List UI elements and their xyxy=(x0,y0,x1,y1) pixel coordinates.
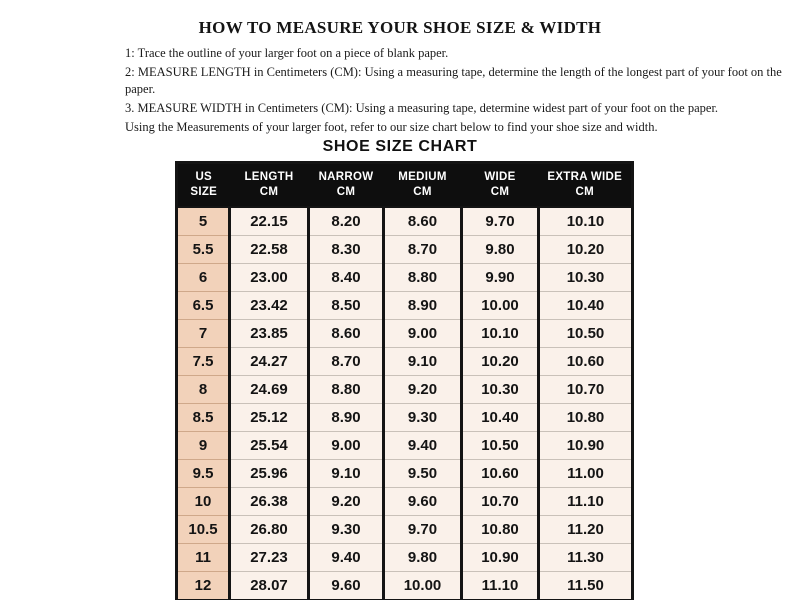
column-header-extra-wide-cm: EXTRA WIDE CM xyxy=(539,163,633,207)
size-cell: 7.5 xyxy=(177,347,230,375)
value-cell-narrow-cm: 9.10 xyxy=(309,459,384,487)
value-cell-extra-wide-cm: 10.50 xyxy=(539,319,633,347)
value-cell-narrow-cm: 9.60 xyxy=(309,571,384,600)
value-cell-length-cm: 23.42 xyxy=(230,291,309,319)
page-title: HOW TO MEASURE YOUR SHOE SIZE & WIDTH xyxy=(198,18,602,37)
value-cell-extra-wide-cm: 10.40 xyxy=(539,291,633,319)
value-cell-extra-wide-cm: 10.70 xyxy=(539,375,633,403)
value-cell-extra-wide-cm: 10.80 xyxy=(539,403,633,431)
measuring-instructions xyxy=(125,45,787,136)
value-cell-length-cm: 26.38 xyxy=(230,487,309,515)
shoe-size-table xyxy=(175,161,634,600)
value-cell-medium-cm: 8.70 xyxy=(384,235,462,263)
value-cell-wide-cm: 10.00 xyxy=(462,291,539,319)
table-row-size-5.5 xyxy=(177,235,633,263)
table-row-size-11 xyxy=(177,543,633,571)
value-cell-medium-cm: 9.30 xyxy=(384,403,462,431)
column-header-narrow-cm: NARROW CM xyxy=(309,163,384,207)
size-cell: 10.5 xyxy=(177,515,230,543)
header-row xyxy=(177,163,633,207)
table-row-size-7.5 xyxy=(177,347,633,375)
value-cell-wide-cm: 10.10 xyxy=(462,319,539,347)
value-cell-wide-cm: 9.80 xyxy=(462,235,539,263)
table-row-size-10.5 xyxy=(177,515,633,543)
value-cell-medium-cm: 9.60 xyxy=(384,487,462,515)
value-cell-length-cm: 25.54 xyxy=(230,431,309,459)
value-cell-length-cm: 25.12 xyxy=(230,403,309,431)
value-cell-medium-cm: 9.40 xyxy=(384,431,462,459)
column-header-medium-cm: MEDIUM CM xyxy=(384,163,462,207)
value-cell-extra-wide-cm: 11.50 xyxy=(539,571,633,600)
value-cell-narrow-cm: 9.00 xyxy=(309,431,384,459)
value-cell-narrow-cm: 9.30 xyxy=(309,515,384,543)
table-row-size-9 xyxy=(177,431,633,459)
chart-title: SHOE SIZE CHART xyxy=(322,138,478,155)
value-cell-extra-wide-cm: 10.30 xyxy=(539,263,633,291)
value-cell-length-cm: 23.00 xyxy=(230,263,309,291)
value-cell-narrow-cm: 8.20 xyxy=(309,207,384,236)
value-cell-length-cm: 25.96 xyxy=(230,459,309,487)
value-cell-extra-wide-cm: 10.90 xyxy=(539,431,633,459)
value-cell-narrow-cm: 8.40 xyxy=(309,263,384,291)
size-cell: 9.5 xyxy=(177,459,230,487)
size-cell: 5.5 xyxy=(177,235,230,263)
column-header-us-size: US SIZE xyxy=(177,163,230,207)
value-cell-narrow-cm: 8.90 xyxy=(309,403,384,431)
value-cell-narrow-cm: 8.50 xyxy=(309,291,384,319)
value-cell-narrow-cm: 9.20 xyxy=(309,487,384,515)
instruction-note: Using the Measurements of your larger foot, refer to our size chart below to find your shoe size and width. xyxy=(125,120,658,134)
table-row-size-12 xyxy=(177,571,633,600)
value-cell-wide-cm: 9.70 xyxy=(462,207,539,236)
value-cell-narrow-cm: 8.30 xyxy=(309,235,384,263)
size-cell: 9 xyxy=(177,431,230,459)
value-cell-medium-cm: 9.70 xyxy=(384,515,462,543)
value-cell-length-cm: 26.80 xyxy=(230,515,309,543)
value-cell-length-cm: 23.85 xyxy=(230,319,309,347)
size-cell: 6.5 xyxy=(177,291,230,319)
size-cell: 12 xyxy=(177,571,230,600)
size-cell: 11 xyxy=(177,543,230,571)
value-cell-length-cm: 24.69 xyxy=(230,375,309,403)
value-cell-wide-cm: 11.10 xyxy=(462,571,539,600)
table-row-size-8.5 xyxy=(177,403,633,431)
table-row-size-9.5 xyxy=(177,459,633,487)
value-cell-wide-cm: 9.90 xyxy=(462,263,539,291)
size-cell: 8.5 xyxy=(177,403,230,431)
value-cell-narrow-cm: 8.70 xyxy=(309,347,384,375)
size-cell: 10 xyxy=(177,487,230,515)
shoe-size-table-body xyxy=(177,207,633,600)
value-cell-medium-cm: 9.80 xyxy=(384,543,462,571)
value-cell-narrow-cm: 8.60 xyxy=(309,319,384,347)
value-cell-extra-wide-cm: 10.60 xyxy=(539,347,633,375)
column-header-wide-cm: WIDE CM xyxy=(462,163,539,207)
size-cell: 8 xyxy=(177,375,230,403)
size-cell: 7 xyxy=(177,319,230,347)
table-row-size-6 xyxy=(177,263,633,291)
value-cell-extra-wide-cm: 11.30 xyxy=(539,543,633,571)
value-cell-medium-cm: 9.00 xyxy=(384,319,462,347)
value-cell-length-cm: 27.23 xyxy=(230,543,309,571)
instruction-step-1: 1: Trace the outline of your larger foot on a piece of blank paper. xyxy=(125,46,449,60)
value-cell-wide-cm: 10.50 xyxy=(462,431,539,459)
value-cell-extra-wide-cm: 10.20 xyxy=(539,235,633,263)
value-cell-medium-cm: 8.80 xyxy=(384,263,462,291)
value-cell-wide-cm: 10.20 xyxy=(462,347,539,375)
value-cell-narrow-cm: 9.40 xyxy=(309,543,384,571)
value-cell-length-cm: 22.58 xyxy=(230,235,309,263)
value-cell-wide-cm: 10.80 xyxy=(462,515,539,543)
value-cell-medium-cm: 10.00 xyxy=(384,571,462,600)
table-row-size-5 xyxy=(177,207,633,236)
value-cell-extra-wide-cm: 11.20 xyxy=(539,515,633,543)
instruction-step-3: 3. MEASURE WIDTH in Centimeters (CM): Using a measuring tape, determine widest part of your foot on the paper. xyxy=(125,101,719,115)
shoe-size-table-header xyxy=(177,163,633,207)
size-cell: 5 xyxy=(177,207,230,236)
table-row-size-7 xyxy=(177,319,633,347)
value-cell-wide-cm: 10.70 xyxy=(462,487,539,515)
value-cell-length-cm: 22.15 xyxy=(230,207,309,236)
value-cell-medium-cm: 9.50 xyxy=(384,459,462,487)
table-row-size-8 xyxy=(177,375,633,403)
value-cell-length-cm: 28.07 xyxy=(230,571,309,600)
value-cell-length-cm: 24.27 xyxy=(230,347,309,375)
column-header-length-cm: LENGTH CM xyxy=(230,163,309,207)
value-cell-narrow-cm: 8.80 xyxy=(309,375,384,403)
value-cell-medium-cm: 9.20 xyxy=(384,375,462,403)
value-cell-wide-cm: 10.60 xyxy=(462,459,539,487)
value-cell-wide-cm: 10.30 xyxy=(462,375,539,403)
instruction-step-2: 2: MEASURE LENGTH in Centimeters (CM): Using a measuring tape, determine the length of the longest part of your foot on the paper. xyxy=(125,65,782,96)
value-cell-medium-cm: 8.90 xyxy=(384,291,462,319)
table-row-size-6.5 xyxy=(177,291,633,319)
value-cell-medium-cm: 9.10 xyxy=(384,347,462,375)
table-row-size-10 xyxy=(177,487,633,515)
value-cell-extra-wide-cm: 11.00 xyxy=(539,459,633,487)
size-cell: 6 xyxy=(177,263,230,291)
value-cell-wide-cm: 10.90 xyxy=(462,543,539,571)
value-cell-wide-cm: 10.40 xyxy=(462,403,539,431)
value-cell-medium-cm: 8.60 xyxy=(384,207,462,236)
value-cell-extra-wide-cm: 11.10 xyxy=(539,487,633,515)
value-cell-extra-wide-cm: 10.10 xyxy=(539,207,633,236)
